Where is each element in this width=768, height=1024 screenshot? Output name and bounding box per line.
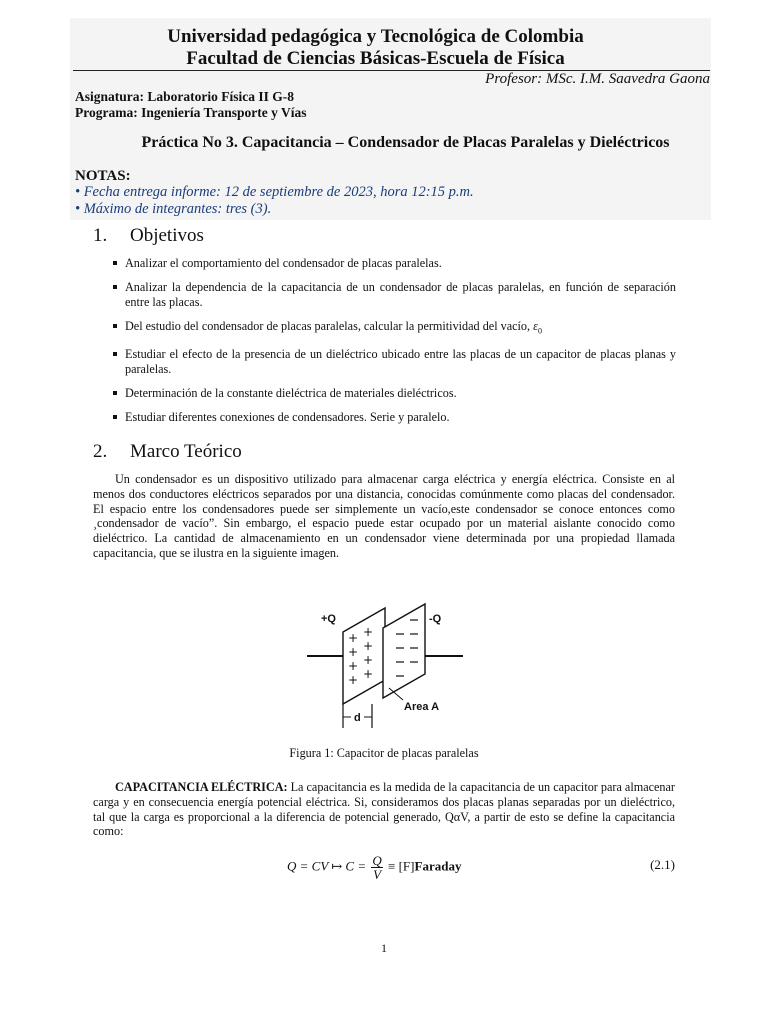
svg-text:+: +	[348, 659, 359, 673]
fraction: $\frac{Q}{V}$	[372, 853, 382, 882]
practice-title: Práctica No 3. Capacitancia – Condensador de Placas Paralelas y Dieléctricos	[141, 134, 670, 151]
svg-text:+: +	[348, 673, 359, 687]
epsilon-symbol: ε	[533, 319, 538, 333]
capacitance-heading: CAPACITANCIA ELÉCTRICA:	[115, 780, 288, 794]
professor-line: Profesor: MSc. I.M. Saavedra Gaona	[485, 71, 710, 87]
parallel-plate-capacitor-figure	[305, 600, 465, 730]
program-line: Programa: Ingeniería Transporte y Vías	[75, 105, 307, 120]
equation-body: Q = CV ↦ C = $\frac{Q}{V}$ ≡ [F]Faraday	[287, 853, 462, 882]
section-theory-heading	[93, 441, 242, 463]
note-max-members: • Máximo de integrantes: tres (3).	[75, 201, 272, 217]
section-objectives-heading	[93, 225, 204, 247]
epsilon-subscript: 0	[537, 326, 542, 336]
label-minus-q: -Q	[429, 613, 442, 625]
section-number: 2.	[93, 441, 108, 462]
label-plus-q: +Q	[321, 613, 336, 625]
list-item: Analizar la dependencia de la capacitancia de un condensador de placas paralelas, en función de separación entre las placas.	[116, 280, 676, 310]
list-item: Determinación de la constante dieléctrica de materiales dieléctricos.	[116, 386, 676, 401]
label-area: Area A	[404, 701, 440, 713]
svg-text:+: +	[363, 653, 374, 667]
equation-number: (2.1)	[650, 857, 675, 872]
course-line: Asignatura: Laboratorio Física II G-8	[75, 89, 294, 104]
svg-text:+: +	[363, 667, 374, 681]
section-number: 1.	[93, 225, 108, 246]
notes-title: NOTAS:	[75, 168, 131, 184]
section-title: Marco Teórico	[130, 441, 242, 462]
university-title: Universidad pedagógica y Tecnológica de Colombia	[167, 26, 584, 47]
equation-2-1	[93, 848, 675, 882]
list-item: Estudiar el efecto de la presencia de un dieléctrico ubicado entre las placas de un capacitor de placas planas y paralelas.	[116, 347, 676, 377]
list-item: Estudiar diferentes conexiones de condensadores. Serie y paralelo.	[116, 410, 676, 425]
negative-plate	[383, 604, 425, 698]
list-item: Analizar el comportamiento del condensador de placas paralelas.	[116, 256, 676, 271]
svg-text:+: +	[363, 625, 374, 639]
page-number: 1	[381, 941, 387, 955]
label-d: d	[354, 712, 361, 724]
objectives-list	[116, 256, 676, 434]
theory-paragraph: Un condensador es un dispositivo utilizado para almacenar carga eléctrica y energía eléctrica. Consiste en al menos dos conductores eléctricos separados por una distancia, conocidas comúnmente como placas del condensador. El espacio entre los condensadores puede ser simplemente un vacío,este condensador se conoce entonces como ¸condensador de vacío”. Sin embargo, el espacio puede estar ocupado por un material aislante conocido como dieléctrico. La cantidad de almacenamiento en un condensador viene determinada por una propiedad llamada capacitancia, que se ilustra en la siguiente imagen.	[93, 472, 675, 560]
figure-caption: Figura 1: Capacitor de placas paralelas	[289, 746, 479, 760]
capacitance-paragraph: CAPACITANCIA ELÉCTRICA: La capacitancia es la medida de la capacitancia de un capacitor para almacenar carga y en consecuencia energía potencial eléctrica. Si, consideramos dos placas planas separadas por un dieléctrico, tal que la carga es proporcional a la diferencia de potencial generado, QαV, a partir de esto se define la capacitancia como:	[93, 780, 675, 839]
unit-label: Faraday	[414, 858, 462, 874]
svg-text:+: +	[348, 645, 359, 659]
faculty-title: Facultad de Ciencias Básicas-Escuela de Física	[186, 48, 565, 69]
svg-text:+: +	[348, 631, 359, 645]
svg-text:+: +	[363, 639, 374, 653]
list-item: Del estudio del condensador de placas paralelas, calcular la permitividad del vacío, $\varepsilon_0$	[116, 319, 676, 338]
note-due-date: • Fecha entrega informe: 12 de septiembre de 2023, hora 12:15 p.m.	[75, 184, 474, 200]
section-title: Objetivos	[130, 225, 204, 246]
